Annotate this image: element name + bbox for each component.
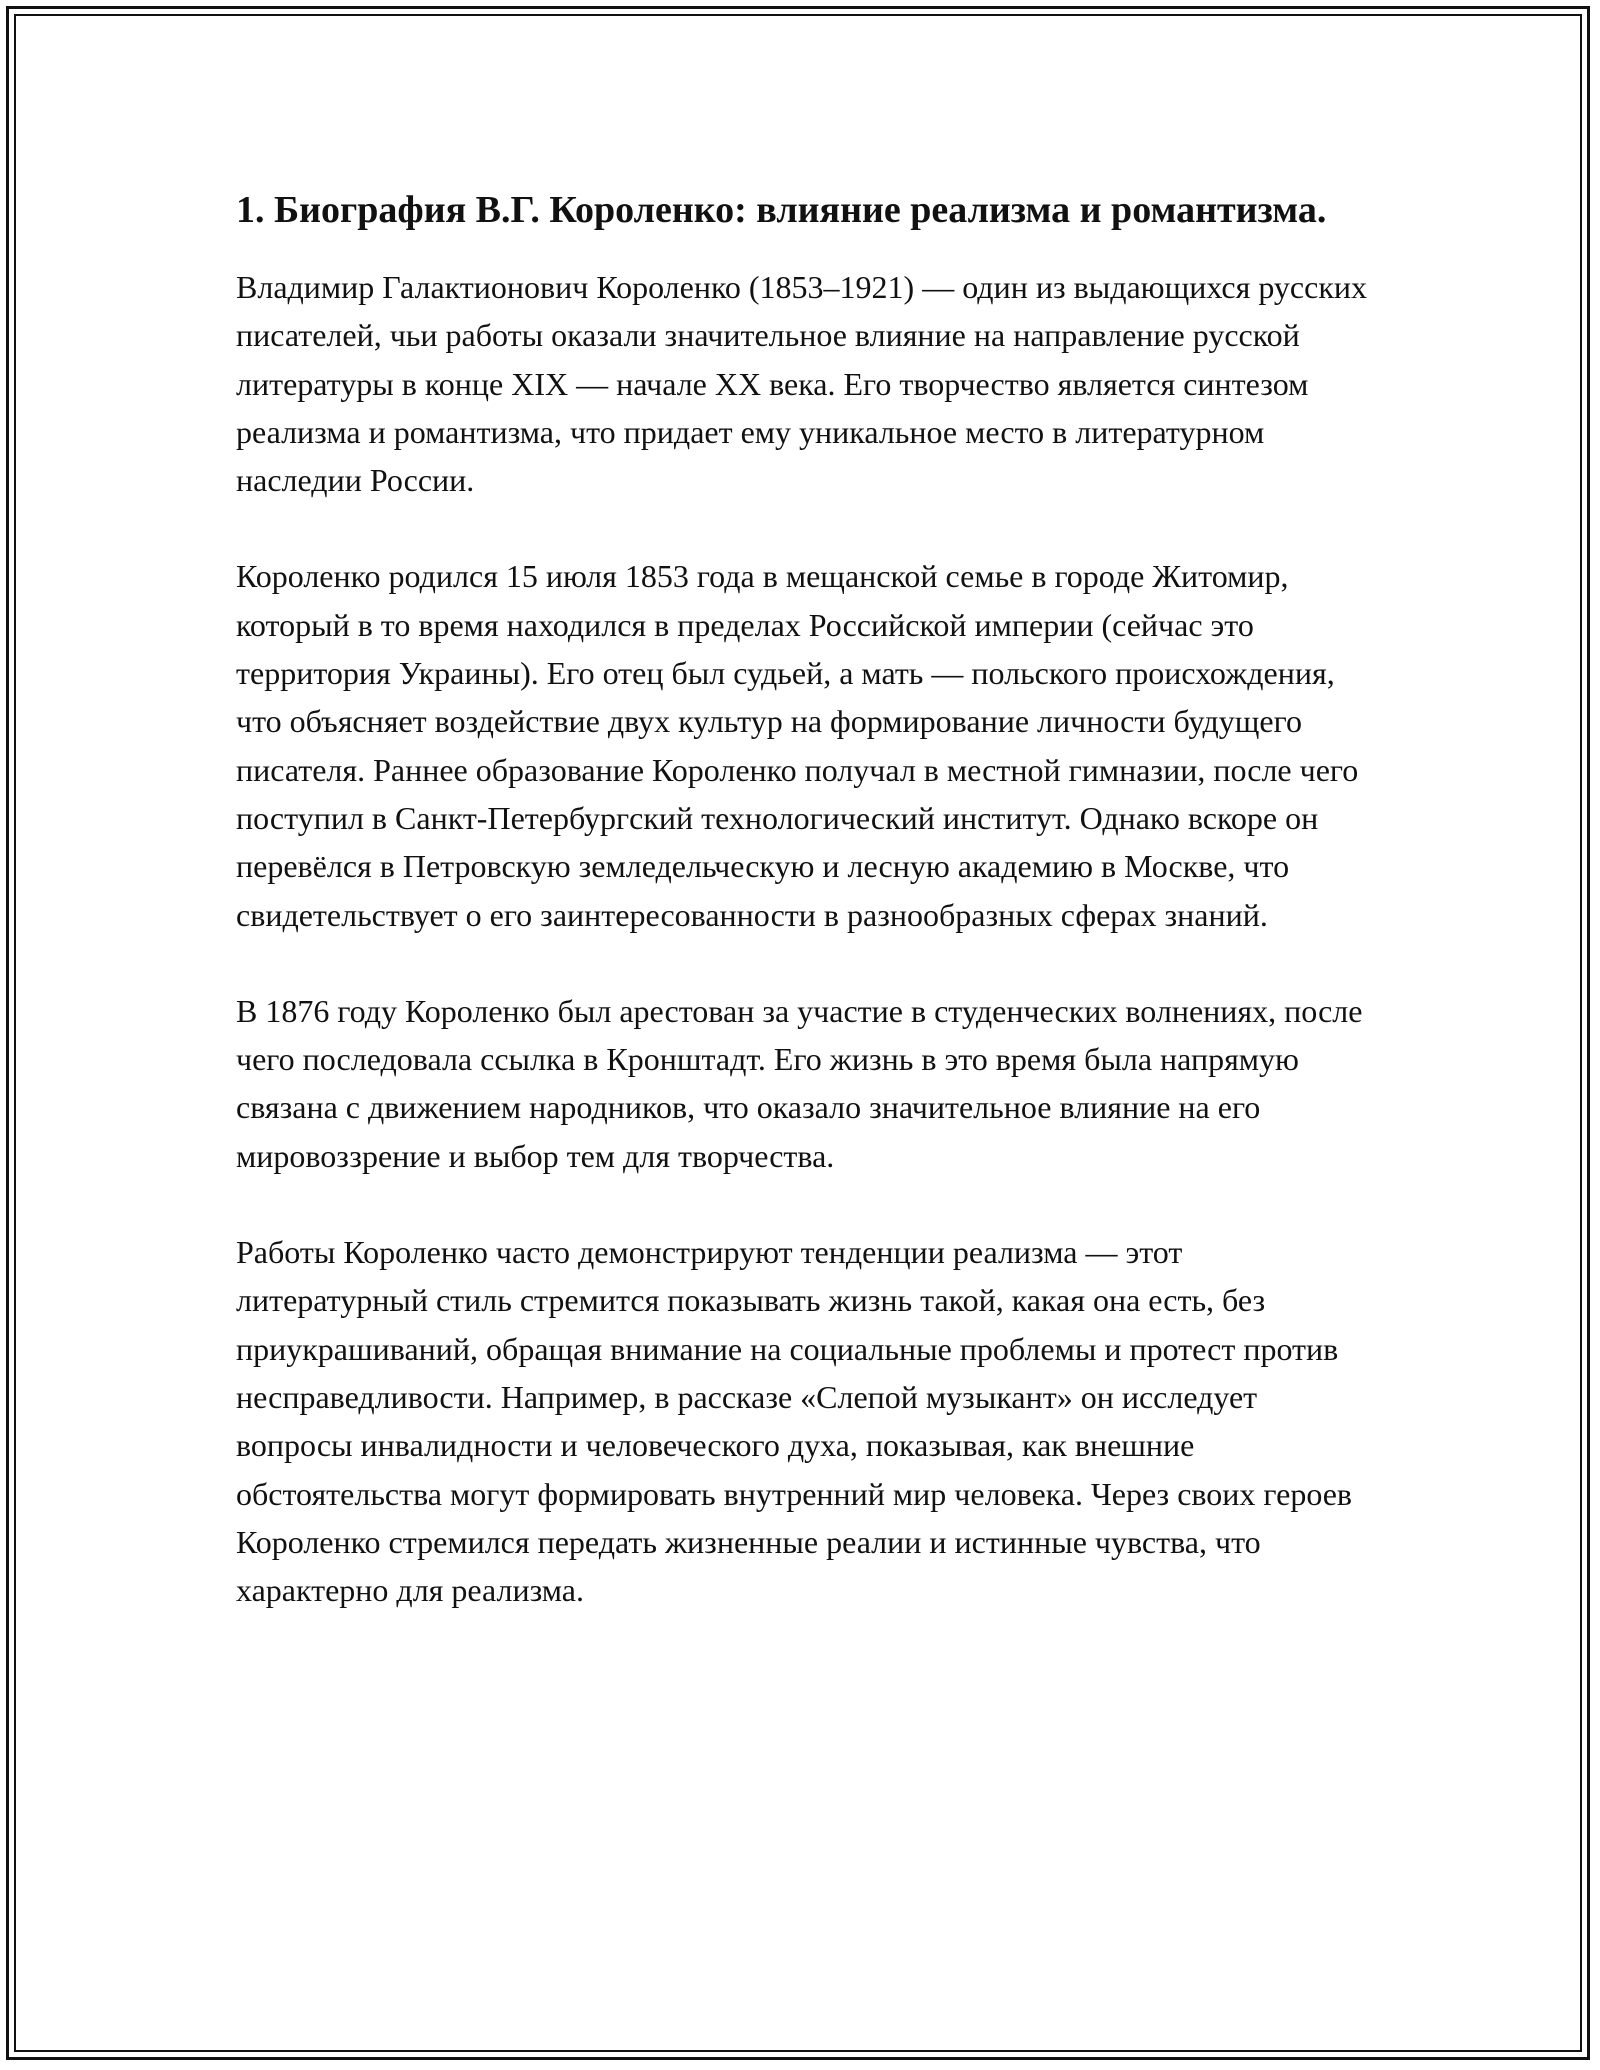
document-body <box>236 182 1376 1662</box>
paragraph-realism: Работы Короленко часто демонстрируют тенденции реализма — этот литературный стиль стремится показывать жизнь такой, какая она есть, без приукрашиваний, обращая внимание на социальные проблемы и протест против несправедливости. Например, в рассказе «Слепой музыкант» он исследует вопросы инвалидности и человеческого духа, показывая, как внешние обстоятельства могут формировать внутренний мир человека. Через своих героев Короленко стремился передать жизненные реалии и истинные чувства, что характерно для реализма. <box>236 1234 1353 1609</box>
paragraph-intro: Владимир Галактионович Короленко (1853–1921) — один из выдающихся русских писателей, чьи работы оказали значительное влияние на направление русской литературы в конце XIX — начале XX века. Его творчество является синтезом реализма и романтизма, что придает ему уникальное место в литературном наследии России. <box>236 269 1367 499</box>
paragraph-early-life: Короленко родился 15 июля 1853 года в мещанской семье в городе Житомир, который в то время находился в пределах Российской империи (сейчас это территория Украины). Его отец был судьей, а мать — польского происхождения, что объясняет воздействие двух культур на формирование личности будущего писателя. Раннее образование Короленко получал в местной гимназии, после чего поступил в Санкт-Петербургский технологический институт. Однако вскоре он перевёлся в Петровскую земледельческую и лесную академию в Москве, что свидетельствует о его заинтересованности в разнообразных сферах знаний. <box>236 558 1359 933</box>
paragraph-arrest: В 1876 году Короленко был арестован за участие в студенческих волнениях, после чего последовала ссылка в Кронштадт. Его жизнь в это время была напрямую связана с движением народников, что оказало значительное влияние на его мировоззрение и выбор тем для творчества. <box>236 992 1363 1174</box>
section-heading: 1. Биография В.Г. Короленко: влияние реализма и романтизма. <box>236 189 1327 231</box>
